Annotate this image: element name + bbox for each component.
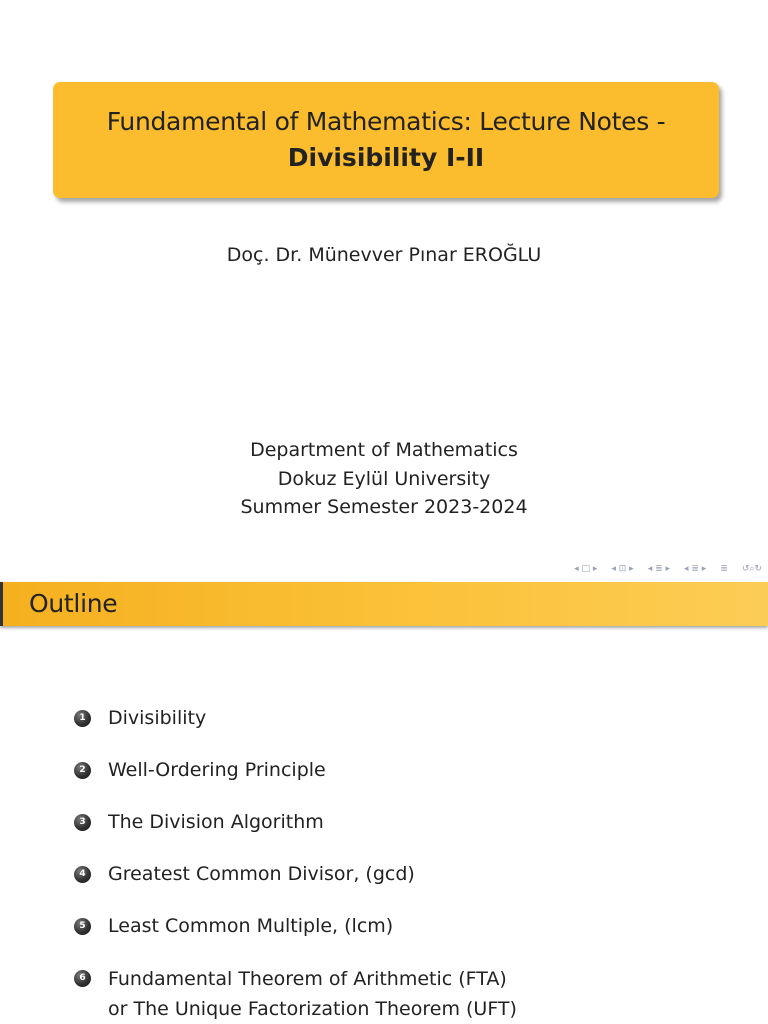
outline-item-text: The Division Algorithm xyxy=(108,811,324,833)
institute-department: Department of Mathematics xyxy=(250,439,518,461)
author: Doç. Dr. Münevver Pınar EROĞLU xyxy=(226,244,542,266)
nav-section-icon[interactable]: ◂ ≣ ▸ xyxy=(647,564,671,574)
outline-item-text: Well-Ordering Principle xyxy=(108,759,326,781)
nav-document-icon[interactable]: ◂ ≣ ▸ xyxy=(684,564,707,574)
outline-frame-title xyxy=(0,582,768,626)
outline-item[interactable] xyxy=(74,808,754,837)
title-line-2: Divisibility I-II xyxy=(287,143,485,172)
institute xyxy=(0,436,768,522)
numbered-ball-icon: 3 xyxy=(74,814,91,831)
nav-subsection-icon[interactable]: ◂ ⊡ ▸ xyxy=(611,564,634,574)
nav-frame-icon[interactable]: ◂ □ ▸ xyxy=(574,564,598,574)
numbered-ball-icon: 2 xyxy=(74,762,91,779)
outline-item[interactable] xyxy=(74,756,754,785)
outline-item-text: Fundamental Theorem of Arithmetic (FTA) xyxy=(108,968,507,990)
outline-item[interactable] xyxy=(74,964,754,1024)
outline-item-text: Divisibility xyxy=(108,707,207,729)
outline-item[interactable] xyxy=(74,860,754,889)
nav-appendix-icon[interactable]: ≣ xyxy=(720,564,728,574)
title-box xyxy=(53,82,719,198)
numbered-ball-icon: 5 xyxy=(74,918,91,935)
title-line-1: Fundamental of Mathematics: Lecture Notes - xyxy=(106,107,666,136)
outline-item-text: Greatest Common Divisor, (gcd) xyxy=(108,863,415,885)
institute-university: Dokuz Eylül University xyxy=(277,467,491,490)
numbered-ball-icon: 1 xyxy=(74,710,91,727)
outline-list xyxy=(74,704,754,1024)
outline-item[interactable] xyxy=(74,704,754,733)
frame-title-text: Outline xyxy=(29,589,118,618)
nav-search-icon[interactable]: ↺⌕↻ xyxy=(741,564,762,574)
institute-semester: Summer Semester 2023-2024 xyxy=(240,496,528,518)
outline-item[interactable] xyxy=(74,912,754,941)
beamer-navigation-bar xyxy=(574,564,762,574)
outline-item-subtext: or The Unique Factorization Theorem (UFT) xyxy=(108,998,517,1020)
numbered-ball-icon: 4 xyxy=(74,866,91,883)
numbered-ball-icon: 6 xyxy=(74,970,91,987)
outline-item-text: Least Common Multiple, (lcm) xyxy=(108,915,394,937)
